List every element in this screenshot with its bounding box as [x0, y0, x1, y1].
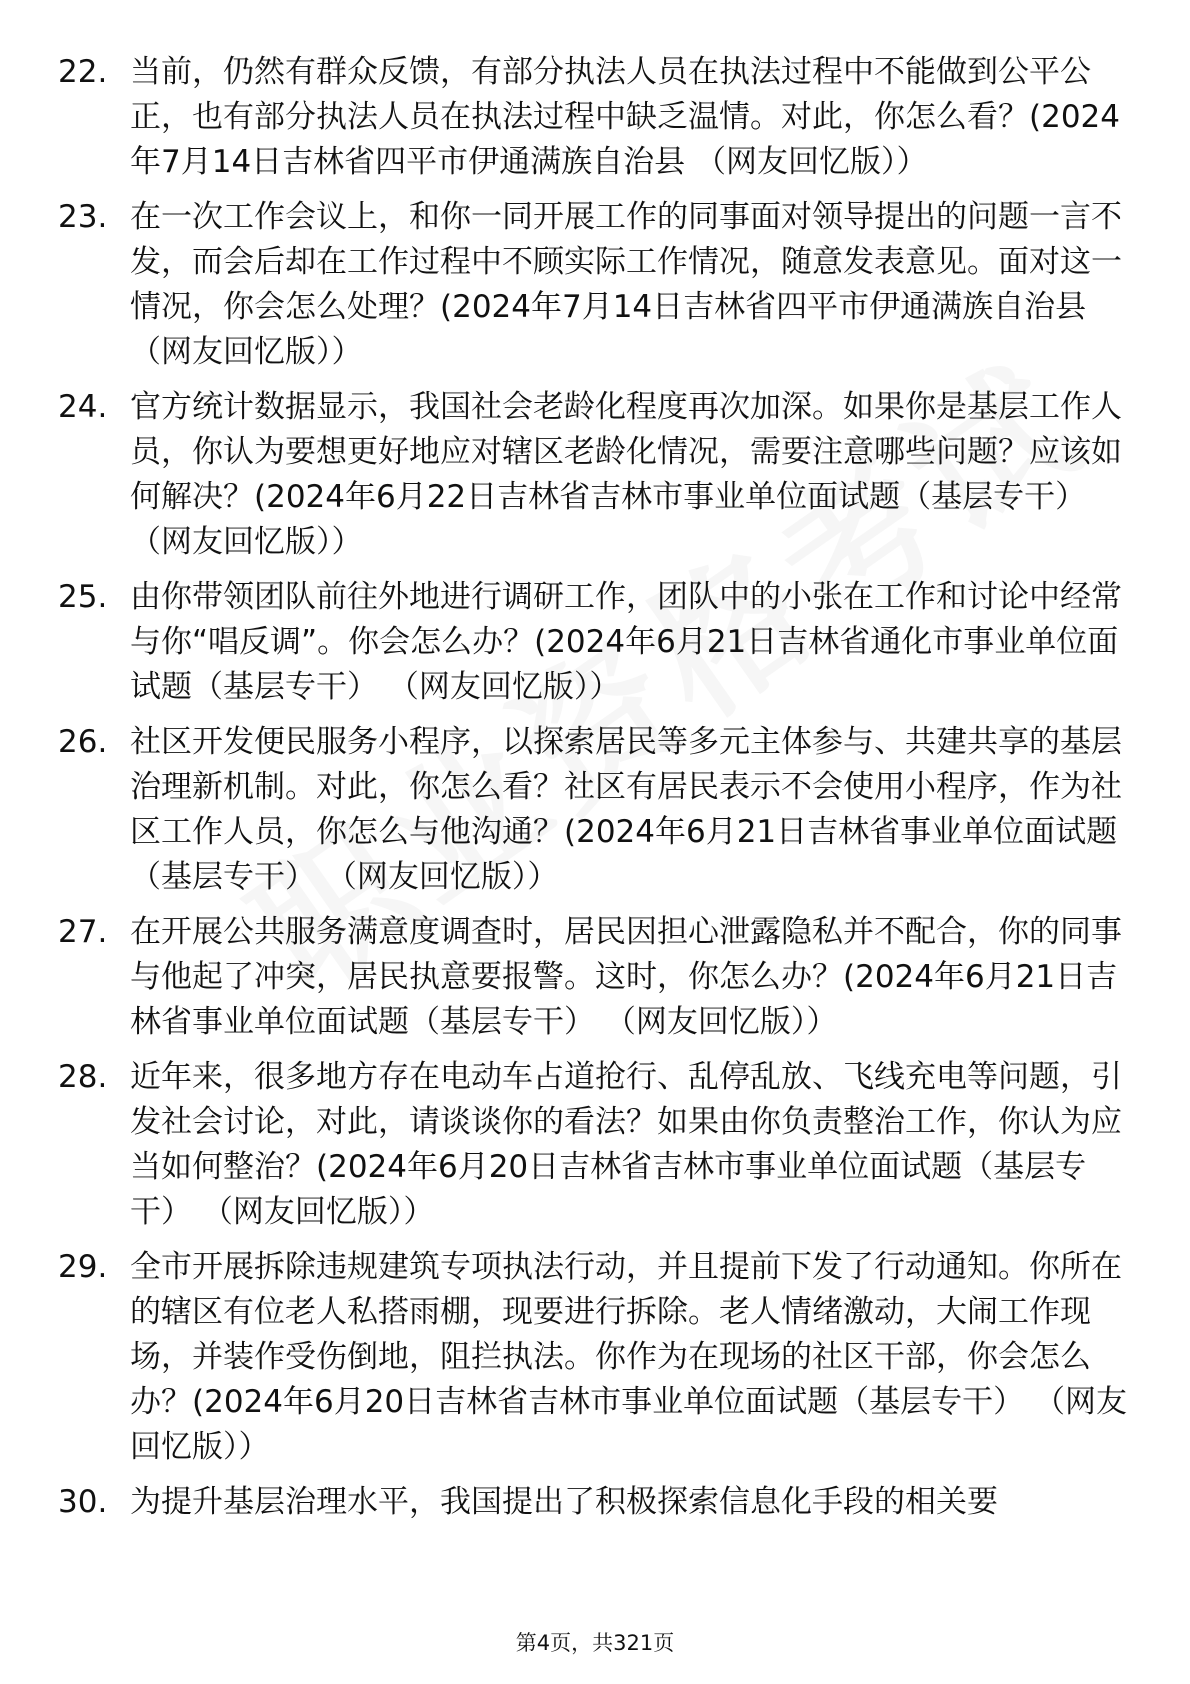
question-item — [58, 1245, 1138, 1470]
question-item — [58, 575, 1138, 710]
question-list — [58, 50, 1138, 1535]
question-text: 为提升基层治理水平，我国提出了积极探索信息化手段的相关要 — [130, 1484, 998, 1520]
question-text: 近年来，很多地方存在电动车占道抢行、乱停乱放、飞线充电等问题，引发社会讨论，对此，请谈谈你的看法？如果由你负责整治工作，你认为应当如何整治？(2024年6月20日吉林省吉林市事业单位面试题（基层专干） （网友回忆版）） — [130, 1059, 1122, 1230]
question-item — [58, 910, 1138, 1045]
question-text: 官方统计数据显示，我国社会老龄化程度再次加深。如果你是基层工作人员，你认为要想更好地应对辖区老龄化情况，需要注意哪些问题？应该如何解决？(2024年6月22日吉林省吉林市事业单位面试题（基层专干） （网友回忆版）） — [130, 389, 1122, 560]
question-item — [58, 50, 1138, 185]
question-item — [58, 1480, 1138, 1525]
question-item — [58, 1055, 1138, 1235]
question-number: 28. — [58, 1059, 108, 1095]
question-number: 25. — [58, 579, 108, 615]
question-text: 由你带领团队前往外地进行调研工作，团队中的小张在工作和讨论中经常与你“唱反调”。你会怎么办？(2024年6月21日吉林省通化市事业单位面试题（基层专干） （网友回忆版）） — [130, 579, 1122, 705]
question-number: 30. — [58, 1484, 108, 1520]
question-item — [58, 195, 1138, 375]
question-text: 在开展公共服务满意度调查时，居民因担心泄露隐私并不配合，你的同事与他起了冲突，居民执意要报警。这时，你怎么办？(2024年6月21日吉林省事业单位面试题（基层专干） （网友回忆版）） — [130, 914, 1122, 1040]
question-item — [58, 720, 1138, 900]
question-item — [58, 385, 1138, 565]
question-number: 29. — [58, 1249, 108, 1285]
question-number: 22. — [58, 54, 108, 90]
question-text: 在一次工作会议上，和你一同开展工作的同事面对领导提出的问题一言不发，而会后却在工作过程中不顾实际工作情况，随意发表意见。面对这一情况，你会怎么处理？(2024年7月14日吉林省四平市伊通满族自治县 （网友回忆版）） — [130, 199, 1122, 370]
question-number: 27. — [58, 914, 108, 950]
question-number: 23. — [58, 199, 108, 235]
question-text: 当前，仍然有群众反馈，有部分执法人员在执法过程中不能做到公平公正，也有部分执法人员在执法过程中缺乏温情。对此，你怎么看？(2024年7月14日吉林省四平市伊通满族自治县 （网友回忆版）） — [130, 54, 1120, 180]
question-number: 26. — [58, 724, 108, 760]
question-text: 全市开展拆除违规建筑专项执法行动，并且提前下发了行动通知。你所在的辖区有位老人私搭雨棚，现要进行拆除。老人情绪激动，大闹工作现场，并装作受伤倒地，阻拦执法。你作为在现场的社区干部，你会怎么办？(2024年6月20日吉林省吉林市事业单位面试题（基层专干） （网友回忆版）） — [130, 1249, 1128, 1465]
page-footer: 第4页，共321页 — [515, 1631, 675, 1655]
question-text: 社区开发便民服务小程序，以探索居民等多元主体参与、共建共享的基层治理新机制。对此，你怎么看？社区有居民表示不会使用小程序，作为社区工作人员，你怎么与他沟通？(2024年6月21日吉林省事业单位面试题（基层专干） （网友回忆版）） — [130, 724, 1122, 895]
question-number: 24. — [58, 389, 108, 425]
